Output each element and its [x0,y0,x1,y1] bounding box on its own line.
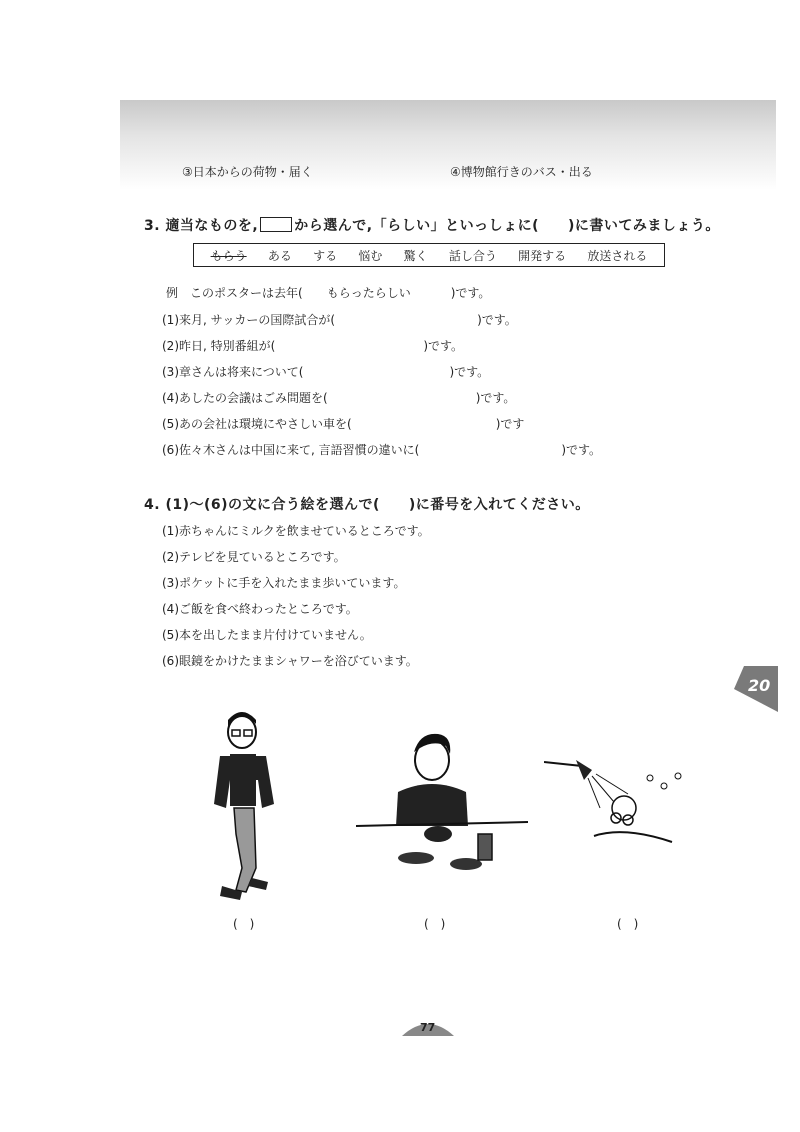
q3-line-4 [162,389,515,406]
shower-glasses-illustration [544,756,694,856]
q3-line-text: (1)来月, サッカーの国際試合が( [162,313,336,327]
q3-line-text: (2)昨日, 特別番組が( [162,339,276,353]
word-option: ある [267,248,292,263]
answer-slot-3: ( ) [617,917,639,931]
q3-line-end: )です [495,417,525,431]
answer-slot-2: ( ) [424,917,446,931]
q3-line-text: (6)佐々木さんは中国に来て, 言語習慣の違いに( [162,443,420,457]
answer-slot-1: ( ) [233,917,255,931]
q3-title-before: 適当なものを, [165,218,259,234]
word-option: 開発する [518,248,567,263]
q4-sentence-3: (3)ポケットに手を入れたまま歩いています。 [162,576,406,590]
word-option: もらう [210,248,247,263]
q3-example [166,284,490,301]
q3-line-3 [162,363,489,380]
q3-number: 3. [144,218,161,234]
q3-line-text: (4)あしたの会議はごみ問題を( [162,391,328,405]
page-number: 77 [420,1021,436,1034]
example-answer: もらったらしい [326,286,411,300]
q3-line-2 [162,337,463,354]
q3-line-end: )です。 [423,339,464,353]
word-option: 驚く [403,248,428,263]
q4-heading [144,494,590,514]
q3-line-5 [162,415,524,432]
word-box [193,243,665,267]
q4-title: (1)～(6)の文に合う絵を選んで( )に番号を入れてください。 [165,497,590,513]
example-prefix: 例 このポスターは去年( [166,286,303,300]
q4-number: 4. [144,497,161,513]
walking-man-illustration [196,708,296,904]
q3-title-after: から選んで,「らしい」といっしょに( )に書いてみましょう。 [294,218,720,234]
dining-man-illustration [356,726,528,880]
example-suffix: )です。 [450,286,491,300]
top-item-3: ③日本からの荷物・届く [182,165,313,179]
inline-box-glyph [260,217,292,232]
q3-line-end: )です。 [561,443,602,457]
q3-line-6 [162,441,601,458]
word-option: 放送される [587,248,648,263]
chapter-tab-label: 20 [748,676,771,695]
top-item-4: ④博物館行きのバス・出る [450,165,593,179]
q3-line-end: )です。 [475,391,516,405]
word-option: する [313,248,338,263]
q4-sentence-5: (5)本を出したまま片付けていません。 [162,628,372,642]
word-option: 話し合う [448,248,497,263]
q3-heading [144,215,720,235]
q4-sentence-6: (6)眼鏡をかけたままシャワーを浴びています。 [162,654,418,668]
q4-sentence-4: (4)ご飯を食べ終わったところです。 [162,602,358,616]
q4-sentence-1: (1)赤ちゃんにミルクを飲ませているところです。 [162,524,430,538]
q4-sentence-2: (2)テレビを見ているところです。 [162,550,346,564]
q3-line-end: )です。 [477,313,517,327]
q3-line-1 [162,311,517,328]
q3-line-text: (3)章さんは将来について( [162,365,304,379]
q3-line-end: )です。 [449,365,490,379]
q3-line-text: (5)あの会社は環境にやさしい車を( [162,417,352,431]
word-option: 悩む [358,248,383,263]
